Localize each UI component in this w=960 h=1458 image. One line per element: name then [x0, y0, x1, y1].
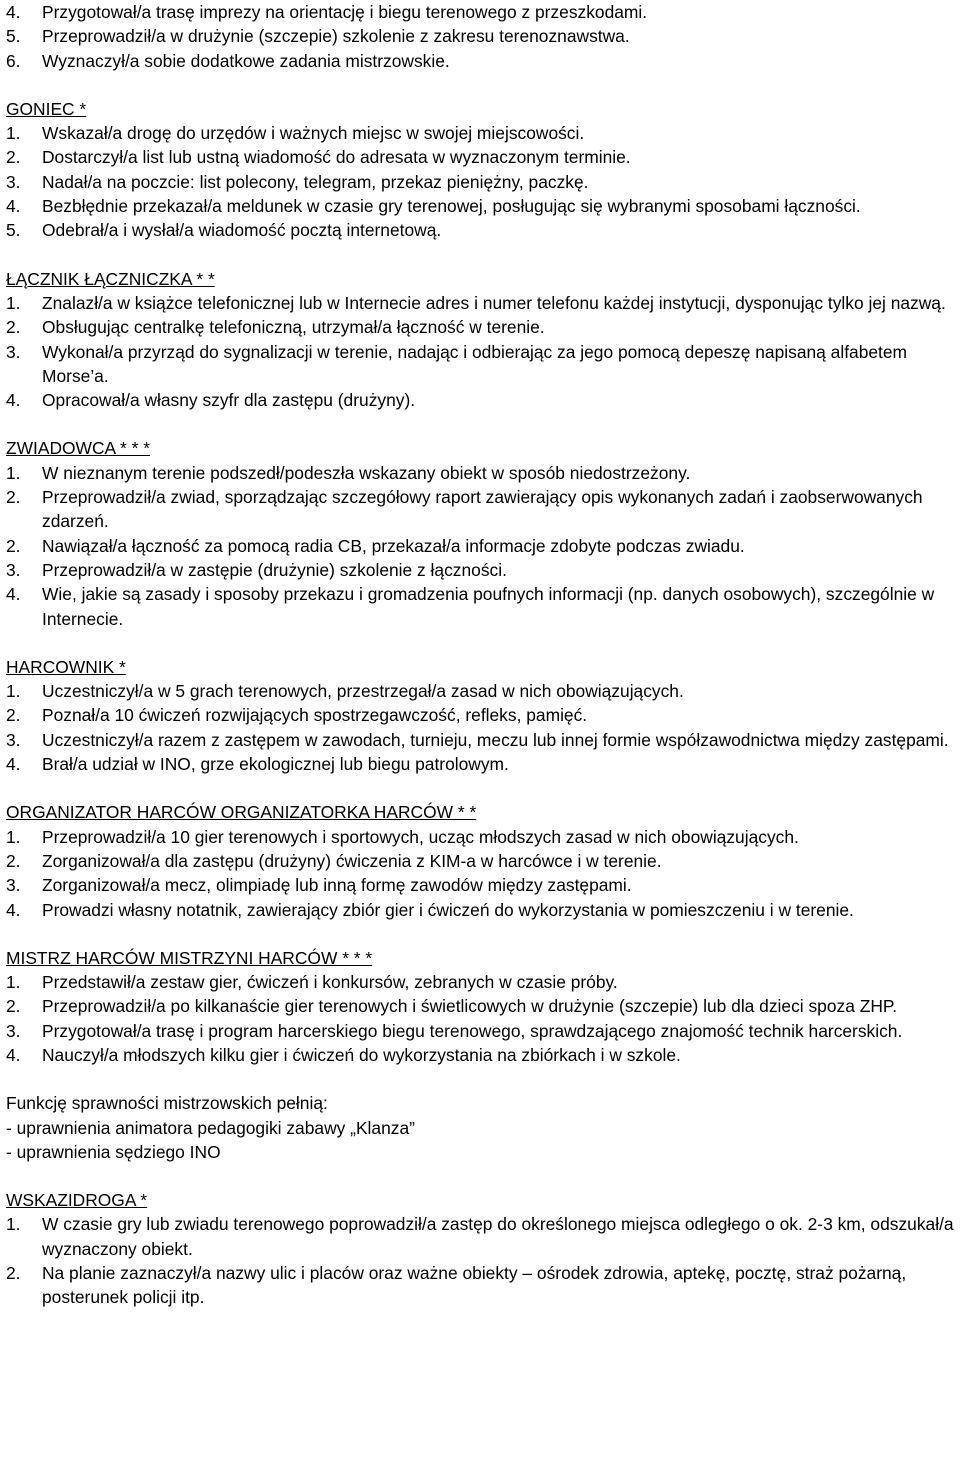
list-item: 2. Na planie zaznaczył/a nazwy ulic i placów oraz ważne obiekty – ośrodek zdrowia, aptekę, pocztę, straż pożarną, posterunek policji itp.	[6, 1263, 907, 1308]
list-item: 1. Przeprowadził/a 10 gier terenowych i sportowych, ucząc młodszych zasad w nich obowiązujących.	[6, 826, 799, 847]
lacznik-list	[6, 291, 954, 412]
spacer	[6, 1067, 954, 1091]
list-item: 4. Wie, jakie są zasady i sposoby przekazu i gromadzenia poufnych informacji (np. danych osobowych), szczególnie w Internecie.	[6, 584, 935, 629]
section-heading: ŁĄCZNIK ŁĄCZNICZKA * *	[6, 268, 215, 289]
list-item: 1. Znalazł/a w książce telefonicznej lub w Internecie adres i numer telefonu każdej instytucji, dysponując tylko jej nazwą.	[6, 292, 946, 313]
section-heading: HARCOWNIK *	[6, 656, 126, 677]
list-item: 2. Nawiązał/a łączność za pomocą radia CB, przekazał/a informacje zdobyte podczas zwiadu.	[6, 535, 745, 556]
list-item: 3. Uczestniczył/a razem z zastępem w zawodach, turnieju, meczu lub innej formie współzawodnictwa między zastępami.	[6, 729, 949, 750]
list-item: 2. Przeprowadził/a zwiad, sporządzając szczegółowy raport zawierający opis wykonanych zadań i zaobserwowanych zdarzeń.	[6, 487, 923, 532]
list-item: 4. Nauczył/a młodszych kilku gier i ćwiczeń do wykorzystania na zbiórkach i w szkole.	[6, 1044, 681, 1065]
spacer	[6, 776, 954, 800]
intro-list	[6, 0, 954, 73]
list-item: 2. Dostarczył/a list lub ustną wiadomość do adresata w wyznaczonym terminie.	[6, 147, 631, 168]
mistrz-section	[6, 946, 954, 1164]
list-item: 4. Opracował/a własny szyfr dla zastępu (drużyny).	[6, 390, 416, 411]
list-item: 1. Uczestniczył/a w 5 grach terenowych, przestrzegał/a zasad w nich obowiązujących.	[6, 681, 684, 702]
section-heading: MISTRZ HARCÓW MISTRZYNI HARCÓW * * *	[6, 947, 373, 968]
section-heading: ZWIADOWCA * * *	[6, 438, 150, 459]
goniec-section	[6, 97, 954, 243]
list-item: 1. W nieznanym terenie podszedł/podeszła wskazany obiekt w sposób niedostrzeżony.	[6, 462, 691, 483]
list-item: 4. Bezbłędnie przekazał/a meldunek w czasie gry terenowej, posługując się wybranymi sposobami łączności.	[6, 196, 861, 217]
list-item: 5. Przeprowadził/a w drużynie (szczepie) szkolenie z zakresu terenoznawstwa.	[6, 26, 630, 47]
zwiadowca-section	[6, 436, 954, 630]
harcownik-section	[6, 655, 954, 776]
note-line: Funkcję sprawności mistrzowskich pełnią:	[6, 1093, 328, 1114]
list-item: 3. Wykonał/a przyrząd do sygnalizacji w terenie, nadając i odbierając za jego pomocą depeszę napisaną alfabetem Morse’a.	[6, 341, 908, 386]
list-item: 3. Nadał/a na poczcie: list polecony, telegram, przekaz pieniężny, paczkę.	[6, 171, 589, 192]
note-line: - uprawnienia sędziego INO	[6, 1141, 221, 1162]
list-item: 6. Wyznaczył/a sobie dodatkowe zadania mistrzowskie.	[6, 50, 450, 71]
list-item: 4. Brał/a udział w INO, grze ekologicznej lub biegu patrolowym.	[6, 754, 509, 775]
wskazidroga-section	[6, 1188, 954, 1309]
lacznik-section	[6, 267, 954, 413]
list-item: 4. Przygotował/a trasę imprezy na orientację i biegu terenowego z przeszkodami.	[6, 2, 648, 22]
section-heading: GONIEC *	[6, 98, 87, 119]
list-item: 5. Odebrał/a i wysłał/a wiadomość pocztą internetową.	[6, 220, 442, 241]
list-item: 2. Zorganizował/a dla zastępu (drużyny) ćwiczenia z KIM-a w harcówce i w terenie.	[6, 850, 662, 871]
spacer	[6, 73, 954, 97]
intro-section	[6, 0, 954, 73]
list-item: 3. Przeprowadził/a w zastępie (drużynie) szkolenie z łączności.	[6, 559, 507, 580]
section-heading: WSKAZIDROGA *	[6, 1190, 148, 1211]
list-item: 2. Przeprowadził/a po kilkanaście gier terenowych i świetlicowych w drużynie (szczepie) lub dla dzieci spoza ZHP.	[6, 996, 898, 1017]
list-item: 4. Prowadzi własny notatnik, zawierający zbiór gier i ćwiczeń do wykorzystania w pomieszczeniu i w terenie.	[6, 899, 854, 920]
list-item: 2. Poznał/a 10 ćwiczeń rozwijających spostrzegawczość, refleks, pamięć.	[6, 705, 588, 726]
note-line: - uprawnienia animatora pedagogiki zabawy „Klanza”	[6, 1117, 415, 1138]
list-item: 1. Wskazał/a drogę do urzędów i ważnych miejsc w swojej miejscowości.	[6, 123, 585, 144]
list-item: 3. Przygotował/a trasę i program harcerskiego biegu terenowego, sprawdzającego znajomość technik harcerskich.	[6, 1020, 903, 1041]
list-item: 1. Przedstawił/a zestaw gier, ćwiczeń i konkursów, zebranych w czasie próby.	[6, 972, 618, 993]
wskazidroga-list	[6, 1212, 954, 1309]
section-heading: ORGANIZATOR HARCÓW ORGANIZATORKA HARCÓW * *	[6, 802, 477, 823]
spacer	[6, 631, 954, 655]
spacer	[6, 412, 954, 436]
mistrz-list	[6, 970, 954, 1067]
zwiadowca-list	[6, 461, 954, 631]
list-item: 2. Obsługując centralkę telefoniczną, utrzymał/a łączność w terenie.	[6, 317, 545, 338]
organizator-section	[6, 800, 954, 921]
spacer	[6, 243, 954, 267]
spacer	[6, 922, 954, 946]
list-item: 1. W czasie gry lub zwiadu terenowego poprowadził/a zastęp do określonego miejsca odległego o ok. 2-3 km, odszukał/a wyznaczony obiekt.	[6, 1214, 954, 1259]
harcownik-list	[6, 679, 954, 776]
goniec-list	[6, 121, 954, 242]
spacer	[6, 1164, 954, 1188]
list-item: 3. Zorganizował/a mecz, olimpiadę lub inną formę zawodów między zastępami.	[6, 875, 632, 896]
organizator-list	[6, 825, 954, 922]
